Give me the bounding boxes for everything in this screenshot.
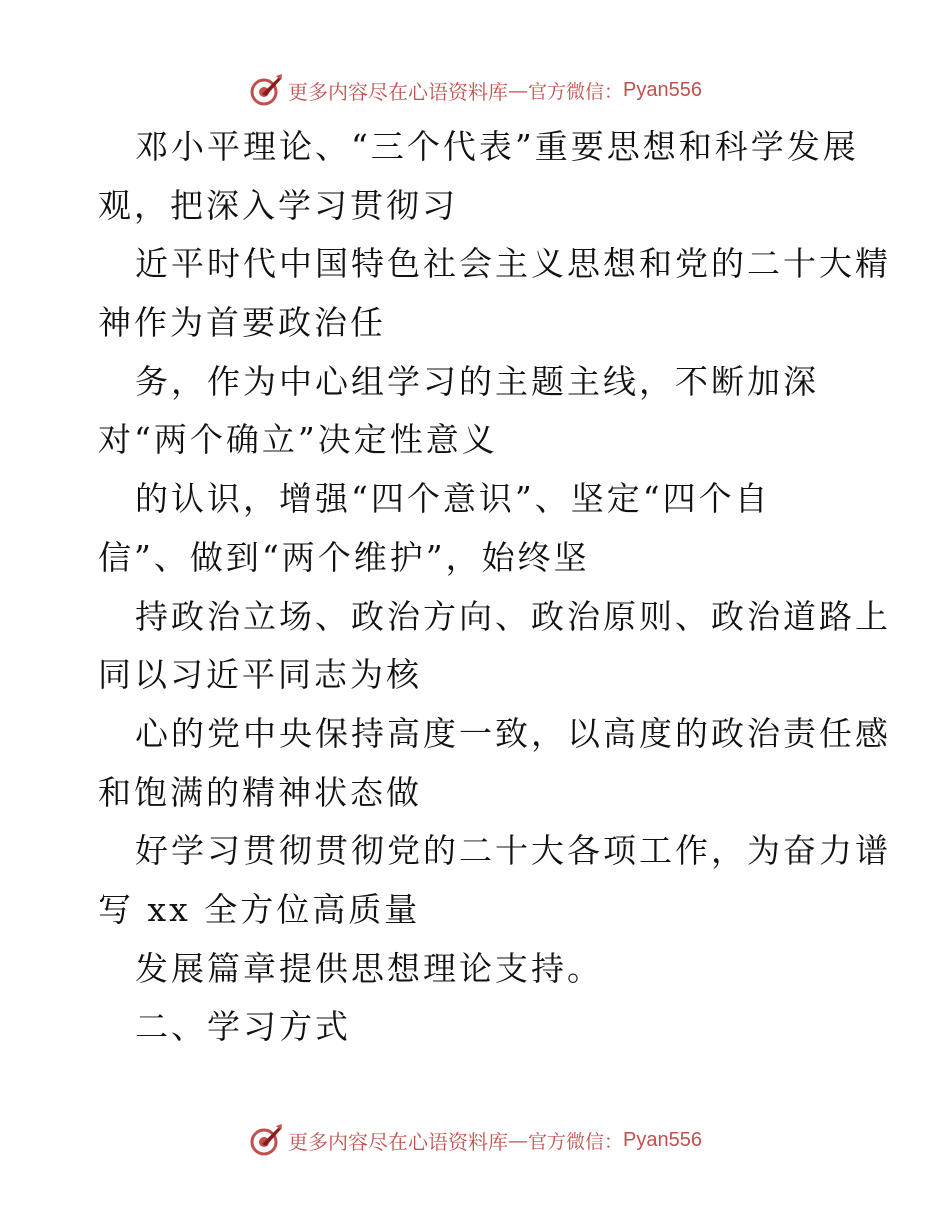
document-body xyxy=(98,118,891,1057)
banner-contact: Pyan556 xyxy=(623,78,702,101)
text-line: 发展篇章提供思想理论支持。 xyxy=(135,948,603,988)
text-line: 神作为首要政治任 xyxy=(98,303,386,343)
quill-logo-icon xyxy=(248,72,284,108)
text-line: 近平时代中国特色社会主义思想和党的二十大精 xyxy=(135,244,891,284)
text-line: 心的党中央保持高度一致，以高度的政治责任感 xyxy=(135,713,891,753)
header-watermark-banner xyxy=(0,70,950,110)
text-line: 同以习近平同志为核 xyxy=(98,655,422,695)
quill-logo-icon xyxy=(248,1122,284,1158)
text-line: 信”、做到“两个维护”，始终坚 xyxy=(98,537,590,577)
banner-separator: — xyxy=(508,1128,528,1152)
banner-label: 官方微信： xyxy=(528,1130,624,1153)
text-line: 务，作为中心组学习的主题主线，不断加深 xyxy=(135,361,819,401)
text-line: 对“两个确立”决定性意义 xyxy=(98,420,498,460)
text-line: 二、学习方式 xyxy=(135,1007,351,1047)
banner-text: 更多内容尽在心语资料库 xyxy=(288,1129,508,1154)
text-line: 和饱满的精神状态做 xyxy=(98,772,422,812)
text-line: 观，把深入学习贯彻习 xyxy=(98,185,458,225)
footer-watermark-banner xyxy=(0,1120,950,1160)
banner-text: 更多内容尽在心语资料库 xyxy=(288,79,508,104)
text-line: 好学习贯彻贯彻党的二十大各项工作，为奋力谱 xyxy=(135,831,891,871)
text-line: 的认识，增强“四个意识”、坚定“四个自 xyxy=(135,479,771,519)
text-line: 邓小平理论、“三个代表”重要思想和科学发展 xyxy=(135,127,859,166)
banner-label: 官方微信： xyxy=(528,80,624,103)
text-line: 持政治立场、政治方向、政治原则、政治道路上 xyxy=(135,596,891,636)
banner-separator: — xyxy=(508,78,528,102)
banner-contact: Pyan556 xyxy=(623,1128,702,1151)
text-line: 写 xx 全方位高质量 xyxy=(98,889,421,929)
